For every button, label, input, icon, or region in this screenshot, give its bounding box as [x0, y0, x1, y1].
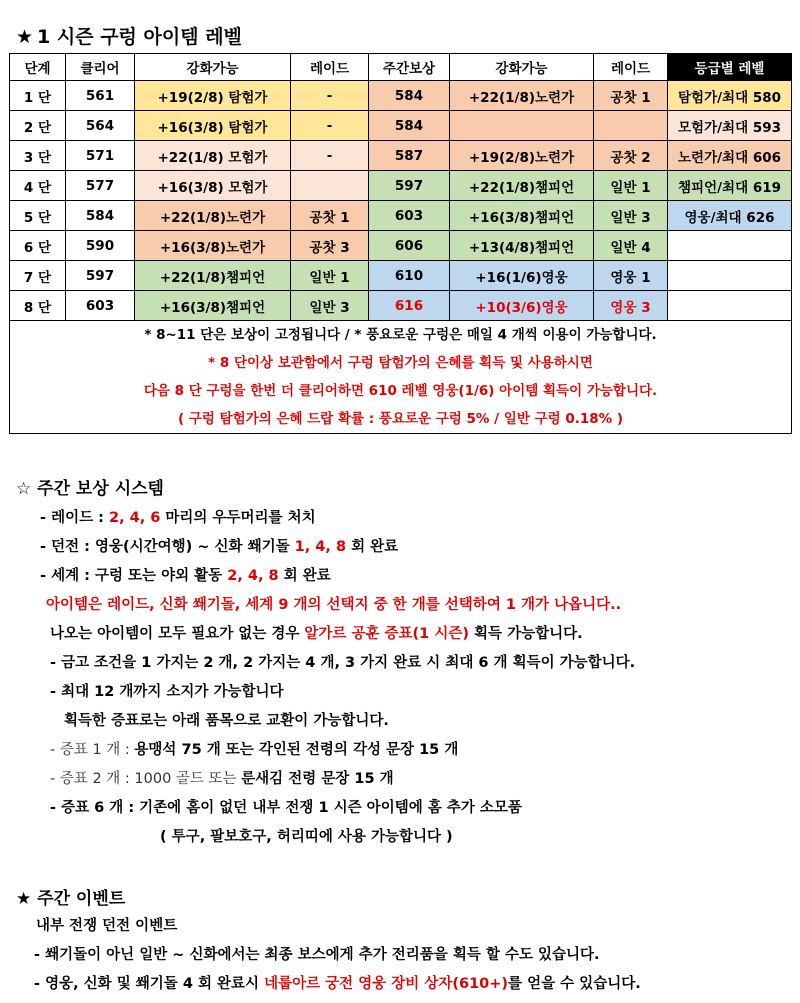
raid-line: - 레이드 : 2, 4, 6 마리의 우두머리를 처치: [40, 510, 316, 526]
header-upgrade: 강화가능: [135, 54, 291, 81]
event-line-2: - 영웅, 신화 및 쐐기돌 4 회 완료시 네룹아르 궁전 영웅 장비 상자(610+)를 얻을 수 있습니다.: [34, 976, 641, 992]
note-610-item: 다음 8 단 구렁을 한번 더 클리어하면 610 레벨 영웅(1/6) 아이템 획득이 가능합니다.: [143, 383, 658, 399]
cell-raid2: 공찻 2: [594, 141, 668, 171]
cell-upgrade: +22(1/8)노련가: [135, 201, 291, 231]
cell-grade-level: [668, 231, 792, 261]
cell-grade-level: [668, 261, 792, 291]
cell-weekly: 584: [369, 111, 450, 141]
cell-raid: [291, 171, 369, 201]
header-clear: 클리어: [66, 54, 135, 81]
cell-upgrade2: +13(4/8)챔피언: [450, 231, 594, 261]
token2-line: - 증표 2 개 : 1000 골드 또는 룬새김 전령 문장 15 개: [50, 771, 394, 787]
cell-clear: 603: [66, 291, 135, 321]
cell-upgrade2: +16(3/8)챔피언: [450, 201, 594, 231]
event-line-1: - 쐐기돌이 아닌 일반 ~ 신화에서는 최종 보스에게 추가 전리품을 획득 할 수도 있습니다.: [34, 947, 600, 963]
cell-upgrade2: +19(2/8)노련가: [450, 141, 594, 171]
header-raid2: 레이드: [594, 54, 668, 81]
cell-weekly: 597: [369, 171, 450, 201]
header-stage: 단계: [10, 54, 66, 81]
cell-upgrade: +16(3/8) 탐험가: [135, 111, 291, 141]
cell-upgrade2: +16(1/6)영웅: [450, 261, 594, 291]
table-row: [10, 261, 792, 291]
cell-upgrade: +19(2/8) 탐험가: [135, 81, 291, 111]
cell-upgrade2: +22(1/8)노련가: [450, 81, 594, 111]
cell-upgrade: +16(3/8) 모험가: [135, 171, 291, 201]
cell-stage: 3 단: [10, 141, 66, 171]
header-weekly: 주간보상: [369, 54, 450, 81]
table-row: [10, 201, 792, 231]
table-row: [10, 231, 792, 261]
table-notes-row: [10, 321, 792, 434]
cell-stage: 8 단: [10, 291, 66, 321]
header-upgrade2: 강화가능: [450, 54, 594, 81]
note-grace: * 8 단이상 보관함에서 구렁 탐험가의 은혜를 획득 및 사용하시면: [208, 355, 593, 371]
dungeon-line: - 던전 : 영웅(시간여행) ~ 신화 쐐기돌 1, 4, 8 회 완료: [40, 539, 399, 555]
cell-clear: 561: [66, 81, 135, 111]
cell-weekly: 587: [369, 141, 450, 171]
cell-weekly: 584: [369, 81, 450, 111]
cell-raid2: 공찻 1: [594, 81, 668, 111]
header-grade-level: 등급별 레벨: [668, 54, 792, 81]
header-raid: 레이드: [291, 54, 369, 81]
item-level-table: [9, 53, 792, 434]
cell-clear: 590: [66, 231, 135, 261]
cell-clear: 597: [66, 261, 135, 291]
cell-weekly: 603: [369, 201, 450, 231]
cell-clear: 584: [66, 201, 135, 231]
token6-sub-line: ( 투구, 팔보호구, 허리띠에 사용 가능합니다 ): [160, 829, 453, 845]
cell-raid2: [594, 111, 668, 141]
cell-raid2: 일반 4: [594, 231, 668, 261]
section3-title: ★ 주간 이벤트: [16, 889, 126, 909]
black-star-icon: ★: [16, 26, 34, 48]
choice-line: 아이템은 레이드, 신화 쐐기돌, 세계 9 개의 선택지 중 한 개를 선택하여 1 개가 나옵니다..: [46, 597, 622, 613]
cell-upgrade: +16(3/8)챔피언: [135, 291, 291, 321]
table-row: [10, 111, 792, 141]
white-star-icon: ☆: [16, 479, 32, 499]
cell-weekly: 616: [369, 291, 450, 321]
cell-raid: -: [291, 111, 369, 141]
cell-raid2: 영웅 1: [594, 261, 668, 291]
cell-stage: 7 단: [10, 261, 66, 291]
cell-clear: 577: [66, 171, 135, 201]
exchange-line: 획득한 증표로는 아래 품목으로 교환이 가능합니다.: [64, 713, 389, 729]
cell-upgrade2: [450, 111, 594, 141]
token1-line: - 증표 1 개 : 용맹석 75 개 또는 각인된 전령의 각성 문장 15 개: [50, 742, 459, 758]
table-row: [10, 291, 792, 321]
cell-raid: 일반 1: [291, 261, 369, 291]
note-drop-rate: ( 구렁 탐험가의 은혜 드랍 확률 : 풍요로운 구렁 5% / 일반 구렁 0.18% ): [177, 411, 624, 427]
table-row: [10, 81, 792, 111]
note-fixed-reward: * 8~11 단은 보상이 고정됩니다 / * 풍요로운 구렁은 매일 4 개씩 이용이 가능합니다.: [144, 327, 657, 343]
cell-raid: -: [291, 141, 369, 171]
cell-clear: 564: [66, 111, 135, 141]
vault-line: - 금고 조건을 1 가지는 2 개, 2 가지는 4 개, 3 가지 완료 시 최대 6 개 획득이 가능합니다.: [50, 655, 636, 671]
cell-grade-level: 영웅/최대 626: [668, 201, 792, 231]
cell-stage: 6 단: [10, 231, 66, 261]
cell-raid2: 일반 3: [594, 201, 668, 231]
cell-raid2: 일반 1: [594, 171, 668, 201]
black-star-icon: ★: [16, 889, 32, 909]
cell-grade-level: 모험가/최대 593: [668, 111, 792, 141]
cell-stage: 4 단: [10, 171, 66, 201]
token6-line: - 증표 6 개 : 기존에 홈이 없던 내부 전쟁 1 시즌 아이템에 홈 추가 소모품: [50, 800, 522, 816]
cell-upgrade: +22(1/8) 모험가: [135, 141, 291, 171]
cell-stage: 1 단: [10, 81, 66, 111]
table-row: [10, 171, 792, 201]
section2-title: ☆ 주간 보상 시스템: [16, 479, 164, 499]
token-line: 나오는 아이템이 모두 필요가 없는 경우 알가르 공훈 증표(1 시즌) 획득 가능합니다.: [50, 626, 583, 642]
cell-upgrade2: +22(1/8)챔피언: [450, 171, 594, 201]
cell-grade-level: 노련가/최대 606: [668, 141, 792, 171]
cell-upgrade: +22(1/8)챔피언: [135, 261, 291, 291]
table-notes: [10, 321, 792, 434]
cell-clear: 571: [66, 141, 135, 171]
cell-weekly: 610: [369, 261, 450, 291]
cell-upgrade: +16(3/8)노련가: [135, 231, 291, 261]
cell-raid: -: [291, 81, 369, 111]
world-line: - 세계 : 구렁 또는 야외 활동 2, 4, 8 회 완료: [40, 568, 331, 584]
cell-upgrade2: +10(3/6)영웅: [450, 291, 594, 321]
cell-stage: 5 단: [10, 201, 66, 231]
table-header-row: [10, 54, 792, 81]
cell-raid2: 영웅 3: [594, 291, 668, 321]
table-row: [10, 141, 792, 171]
cell-weekly: 606: [369, 231, 450, 261]
cell-raid: 공찻 1: [291, 201, 369, 231]
cell-stage: 2 단: [10, 111, 66, 141]
cell-grade-level: [668, 291, 792, 321]
max-line: - 최대 12 개까지 소지가 가능합니다: [50, 684, 284, 700]
section1-title: ★ 1 시즌 구렁 아이템 레벨: [16, 26, 242, 48]
cell-raid: 일반 3: [291, 291, 369, 321]
cell-grade-level: 탐험가/최대 580: [668, 81, 792, 111]
event-subtitle: 내부 전쟁 던전 이벤트: [36, 918, 178, 934]
cell-raid: 공찻 3: [291, 231, 369, 261]
cell-grade-level: 챔피언/최대 619: [668, 171, 792, 201]
